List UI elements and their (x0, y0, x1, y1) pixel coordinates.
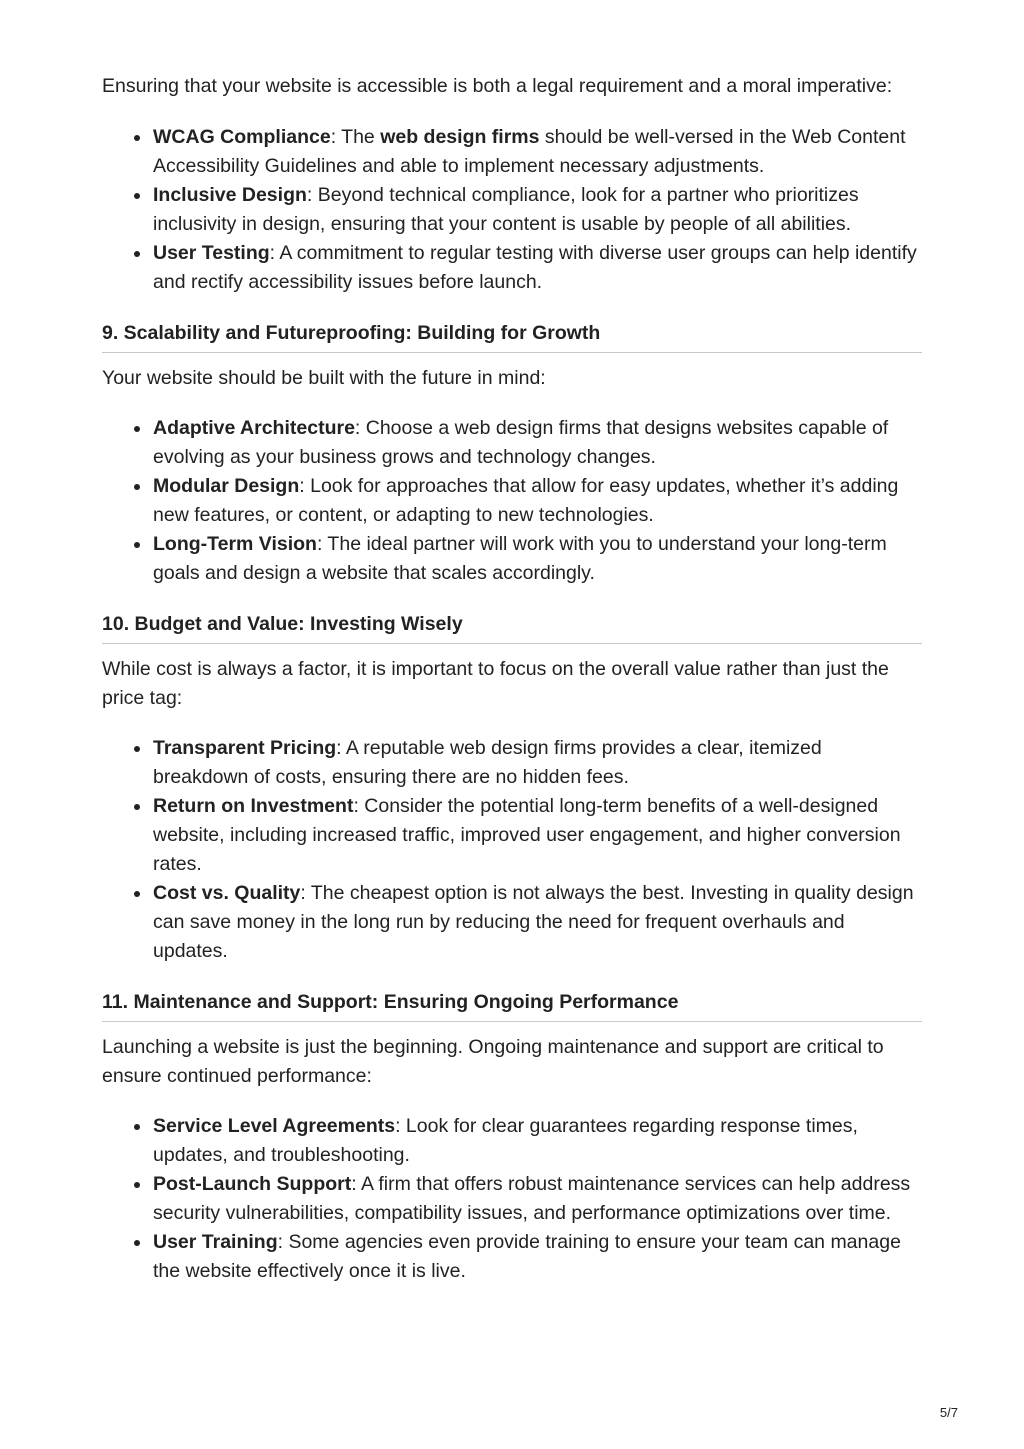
list-item: Inclusive Design: Beyond technical compliance, look for a partner who prioritizes inclusivity in design, ensuring that your content is usable by people of all abilities. (102, 181, 922, 239)
list-item: Adaptive Architecture: Choose a web design firms that designs websites capable of evolving as your business grows and technology changes. (102, 414, 922, 472)
section-paragraph: Your website should be built with the future in mind: (102, 367, 546, 389)
accessibility-list (102, 123, 922, 297)
list-item: Transparent Pricing: A reputable web design firms provides a clear, itemized breakdown of costs, ensuring there are no hidden fees. (102, 734, 922, 792)
section-paragraph: While cost is always a factor, it is important to focus on the overall value rather than just the price tag: (102, 658, 889, 709)
list-item: Return on Investment: Consider the potential long-term benefits of a well-designed website, including increased traffic, improved user engagement, and higher conversion rates. (102, 792, 922, 879)
section-paragraph: Launching a website is just the beginning. Ongoing maintenance and support are critical to ensure continued performance: (102, 1036, 884, 1087)
page-number: 5/7 (939, 1405, 958, 1420)
document-body (102, 72, 922, 1286)
scalability-list (102, 414, 922, 588)
list-item: User Training: Some agencies even provide training to ensure your team can manage the website effectively once it is live. (102, 1228, 922, 1286)
budget-list (102, 734, 922, 966)
list-item: Modular Design: Look for approaches that allow for easy updates, whether it’s adding new features, or content, or adapting to new technologies. (102, 472, 922, 530)
list-item: Long-Term Vision: The ideal partner will work with you to understand your long-term goals and design a website that scales accordingly. (102, 530, 922, 588)
section-heading-budget: 10. Budget and Value: Investing Wisely (102, 610, 922, 644)
list-item: Service Level Agreements: Look for clear guarantees regarding response times, updates, and troubleshooting. (102, 1112, 922, 1170)
intro-paragraph: Ensuring that your website is accessible is both a legal requirement and a moral imperative: (102, 75, 893, 97)
section-heading-scalability: 9. Scalability and Futureproofing: Building for Growth (102, 319, 922, 353)
list-item: Cost vs. Quality: The cheapest option is not always the best. Investing in quality design can save money in the long run by reducing the need for frequent overhauls and updates. (102, 879, 922, 966)
list-item: WCAG Compliance: The web design firms should be well-versed in the Web Content Accessibility Guidelines and able to implement necessary adjustments. (102, 123, 922, 181)
section-heading-maintenance: 11. Maintenance and Support: Ensuring Ongoing Performance (102, 988, 922, 1022)
list-item: User Testing: A commitment to regular testing with diverse user groups can help identify and rectify accessibility issues before launch. (102, 239, 922, 297)
list-item: Post-Launch Support: A firm that offers robust maintenance services can help address security vulnerabilities, compatibility issues, and performance optimizations over time. (102, 1170, 922, 1228)
maintenance-list (102, 1112, 922, 1286)
